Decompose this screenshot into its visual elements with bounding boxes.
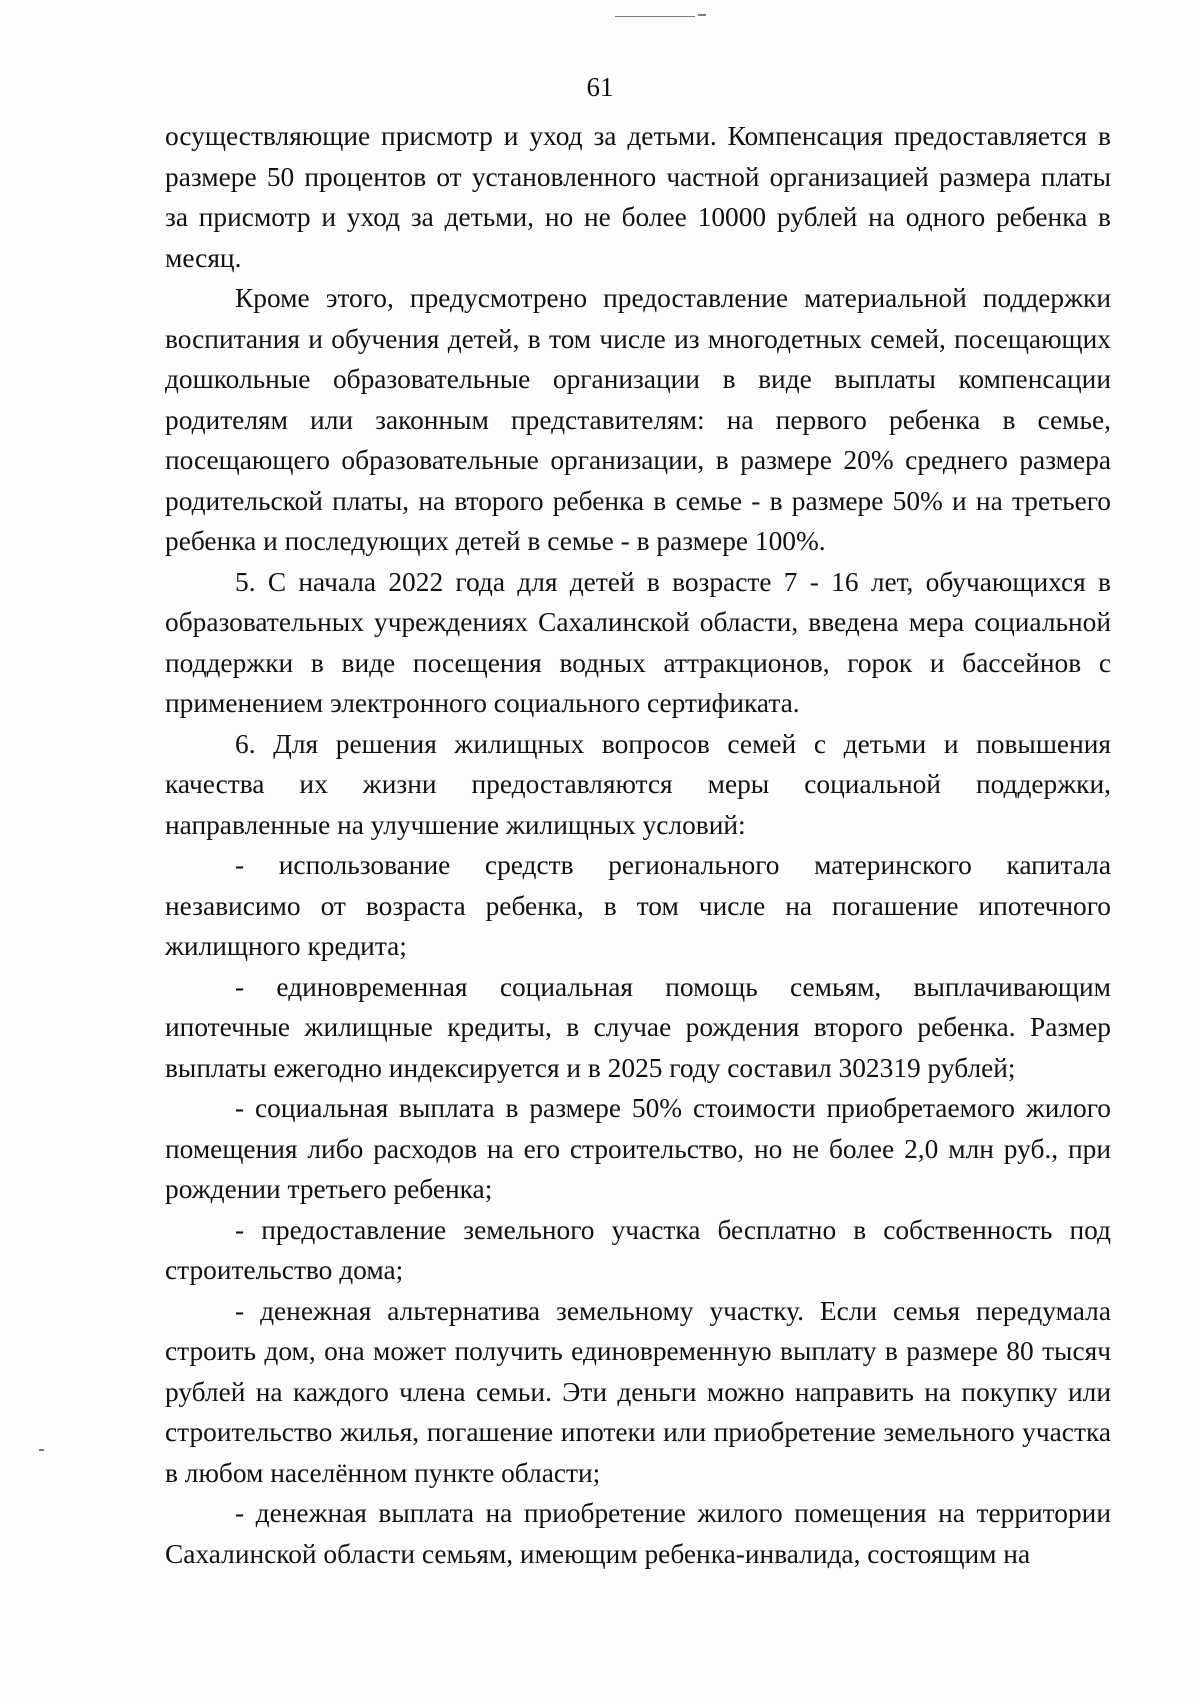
scan-artifact: [39, 1449, 44, 1451]
paragraph-continuation: осуществляющие присмотр и уход за детьми. Компенсация предоставляется в размере 50 процентов от установленного частной организацией размера платы за присмотр и уход за детьми, но не более 10000 рублей на одного ребенка в месяц.: [165, 121, 1111, 273]
page-number: 61: [586, 72, 614, 102]
list-item-housing-payment: - социальная выплата в размере 50% стоимости приобретаемого жилого помещения либо расходов на его строительство, но не более 2,0 млн руб., при рождении третьего ребенка;: [165, 1093, 1111, 1204]
paragraph-material-support: Кроме этого, предусмотрено предоставление материальной поддержки воспитания и обучения детей, в том числе из многодетных семей, посещающих дошкольные образовательные организации в виде выплаты компенсации родителям или законным представителям: на первого ребенка в семье, посещающего образовательные организации, в размере 20% среднего размера родительской платы, на второго ребенка в семье - в размере 50% и на третьего ребенка и последующих детей в семье - в размере 100%.: [165, 283, 1111, 556]
paragraph-item-6: 6. Для решения жилищных вопросов семей с детьми и повышения качества их жизни предоставляются меры социальной поддержки, направленные на улучшение жилищных условий:: [165, 728, 1111, 840]
paragraph-item-5: 5. С начала 2022 года для детей в возрасте 7 - 16 лет, обучающихся в образовательных учреждениях Сахалинской области, введена мера социальной поддержки в виде посещения водных аттракционов, горок и бассейнов с применением электронного социального сертификата.: [165, 566, 1111, 718]
scan-artifact: [698, 14, 706, 16]
list-item-disabled-child-housing: - денежная выплата на приобретение жилого помещения на территории Сахалинской области семьям, имеющим ребенка-инвалида, состоящим на: [165, 1498, 1111, 1569]
list-item-land-plot: - предоставление земельного участка бесплатно в собственность под строительство дома;: [165, 1214, 1111, 1285]
list-item-maternity-capital: - использование средств регионального материнского капитала независимо от возраста ребенка, в том числе на погашение ипотечного жилищного кредита;: [165, 850, 1111, 961]
list-item-land-alternative: - денежная альтернатива земельному участку. Если семья передумала строить дом, она может получить единовременную выплату в размере 80 тысяч рублей на каждого члена семьи. Эти деньги можно направить на покупку или строительство жилья, погашение ипотеки или приобретение земельного участка в любом населённом пункте области;: [165, 1295, 1111, 1488]
scan-artifact: [615, 16, 695, 17]
document-body: [165, 116, 1111, 1574]
list-item-mortgage-assistance: - единовременная социальная помощь семьям, выплачивающим ипотечные жилищные кредиты, в случае рождения второго ребенка. Размер выплаты ежегодно индексируется и в 2025 году составил 302319 рублей;: [165, 971, 1111, 1083]
